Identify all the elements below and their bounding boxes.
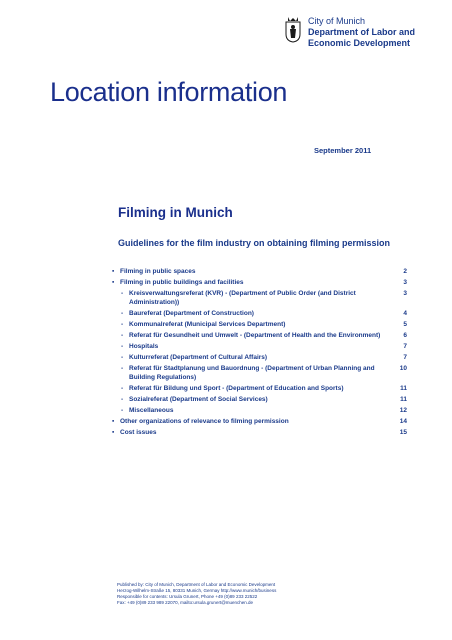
- city-name: City of Munich: [308, 16, 366, 26]
- toc-entry-label: Cost issues: [120, 429, 157, 437]
- organization-block: [308, 16, 415, 49]
- toc-entry-label: Kulturreferat (Department of Cultural Affairs): [129, 354, 268, 362]
- dash-bullet: -: [121, 320, 124, 328]
- toc-entry-page: 14: [399, 418, 407, 426]
- toc-entry-page: 11: [400, 384, 407, 392]
- dash-bullet: -: [121, 354, 124, 362]
- toc-entry-label: Other organizations of relevance to filming permission: [120, 418, 289, 426]
- square-bullet: ▪: [112, 268, 115, 275]
- square-bullet: ▪: [112, 418, 115, 426]
- toc-entry: [112, 321, 407, 330]
- toc-entry-page: 5: [403, 320, 407, 328]
- toc-entry: [112, 310, 407, 319]
- dash-bullet: -: [121, 384, 124, 392]
- footer-line: Herzog-Wilhelm-Straße 15, 80331 Munich, Germay http://www.munich/business: [117, 588, 277, 593]
- dash-bullet: -: [121, 290, 124, 298]
- toc-entry-label: Referat für Gesundheit und Umwelt - (Department of Health and the Environment): [129, 331, 381, 339]
- toc-entry-page: 3: [403, 290, 407, 298]
- toc-entry: [112, 268, 407, 277]
- guidelines-heading: Guidelines for the film industry on obtaining filming permission: [118, 238, 391, 248]
- square-bullet: ▪: [112, 279, 115, 287]
- dash-bullet: -: [121, 343, 124, 351]
- toc-entry-page: 4: [403, 309, 407, 317]
- toc-entry-label: Referat für Bildung und Sport - (Department of Education and Sports): [129, 384, 344, 392]
- dash-bullet: -: [121, 407, 124, 415]
- dash-bullet: -: [121, 365, 124, 373]
- toc-entry: [112, 279, 407, 288]
- footer-line: Responsible for contents: Ursula Grunert, Phone +49 (0)89 233 22522: [117, 594, 258, 599]
- document-subtitle: Filming in Munich: [118, 205, 233, 220]
- toc-entry-page: 2: [403, 268, 407, 275]
- toc-entry-page: 12: [399, 407, 407, 415]
- toc-entry: [112, 354, 407, 363]
- document-date: September 2011: [314, 146, 372, 155]
- toc-entry: [112, 429, 407, 438]
- toc-entry-label: Hospitals: [129, 343, 159, 351]
- toc-entry-label: Referat für Stadtplanung und Bauordnung - (Department of Urban Planning and Building Regulations): [129, 365, 375, 381]
- toc-entry: [112, 290, 407, 307]
- toc-entry-label: Kreisverwaltungsreferat (KVR) - (Department of Public Order (and District Administration)): [129, 290, 356, 306]
- toc-entry-page: 3: [403, 279, 407, 287]
- toc-entry: [112, 365, 407, 382]
- toc-entry-page: 11: [400, 395, 407, 403]
- toc-entry: [112, 396, 407, 405]
- publisher-footer: [117, 582, 276, 606]
- toc-entry-label: Filming in public buildings and facilities: [120, 279, 244, 287]
- toc-entry-page: 10: [399, 365, 407, 373]
- toc-entry-page: 15: [399, 429, 407, 437]
- footer-line: Fax: +49 (0)89 233 989 22070, mailto:ursula.grunert@muenchen.de: [117, 600, 254, 605]
- toc-entry-label: Filming in public spaces: [120, 268, 196, 275]
- department-line-2: Economic Development: [308, 38, 411, 48]
- toc-entry-label: Sozialreferat (Department of Social Services): [129, 395, 268, 403]
- dash-bullet: -: [121, 309, 124, 317]
- toc-entry-label: Miscellaneous: [129, 407, 174, 415]
- dash-bullet: -: [121, 395, 124, 403]
- toc-entry: [112, 343, 407, 352]
- toc-entry-page: 6: [403, 331, 407, 339]
- department-line-1: Department of Labor and: [308, 27, 416, 37]
- square-bullet: ▪: [112, 429, 115, 437]
- toc-entry: [112, 385, 407, 394]
- toc-entry: [112, 332, 407, 341]
- toc-entry-page: 7: [403, 343, 407, 351]
- footer-line: Published by: City of Munich, Department of Labor and Economic Development: [117, 582, 276, 587]
- toc-entry: [112, 418, 407, 427]
- table-of-contents: [112, 268, 407, 440]
- toc-entry-label: Kommunalreferat (Municipal Services Department): [129, 320, 286, 328]
- toc-entry-page: 7: [403, 354, 407, 362]
- toc-entry-label: Baureferat (Department of Construction): [129, 309, 254, 317]
- dash-bullet: -: [121, 331, 124, 339]
- toc-entry: [112, 407, 407, 416]
- munich-crest-icon: [285, 17, 301, 43]
- document-title: Location information: [50, 77, 288, 107]
